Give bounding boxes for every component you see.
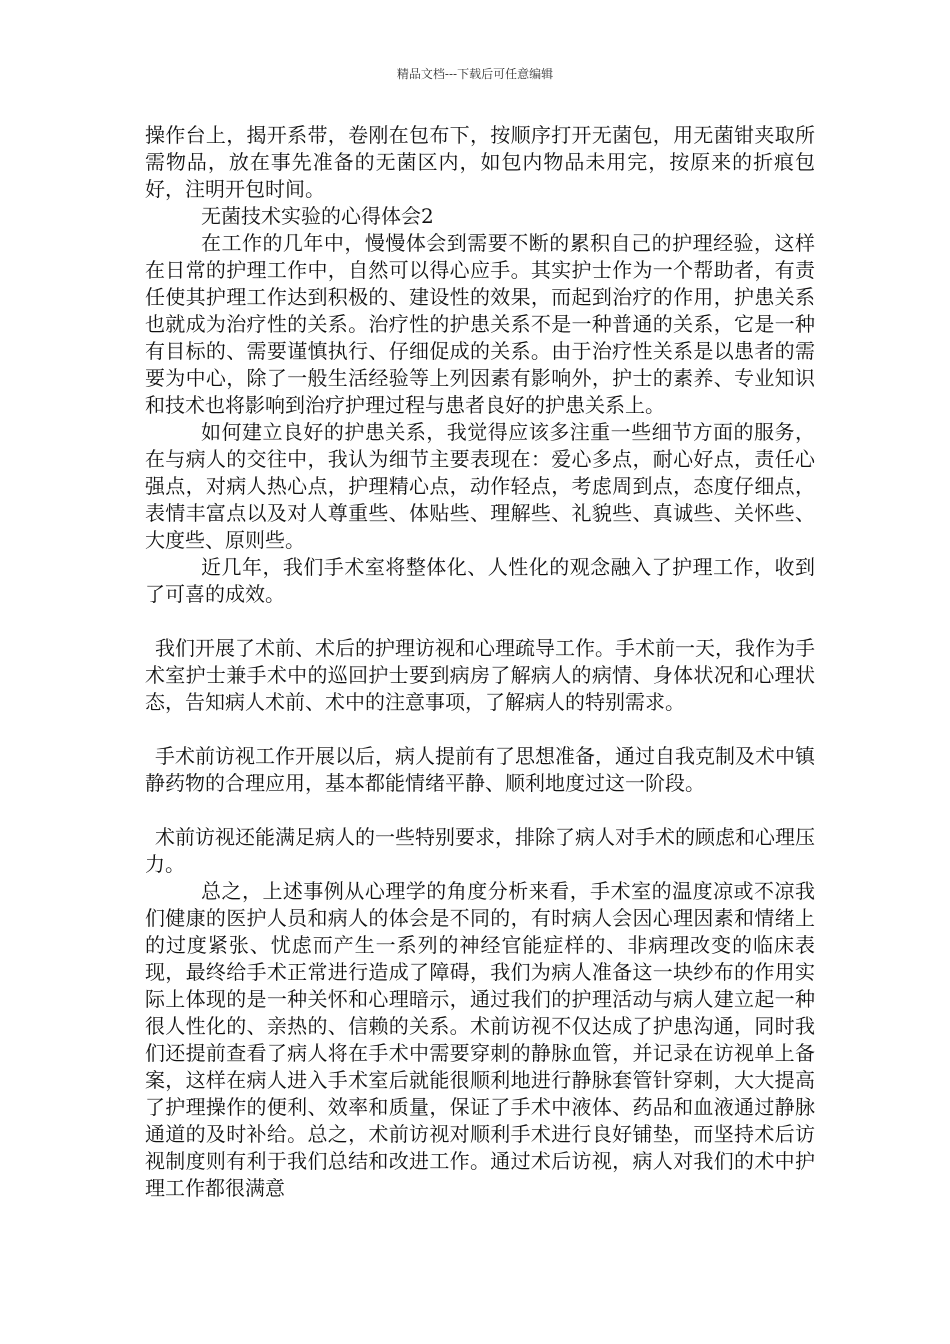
paragraph-3: 如何建立良好的护患关系，我觉得应该多注重一些细节方面的服务，在与病人的交往中，我认为细节主要表现在：爱心多点，耐心好点，责任心强点，对病人热心点，护理精心点，动作轻点，考虑周到点，态度仔细点，表情丰富点以及对人尊重些、体贴些、理解些、礼貌些、真诚些、关怀些、大度些、原则些。 (145, 420, 815, 552)
section-heading: 无菌技术实验的心得体会2 (201, 204, 434, 228)
paragraph-6: 手术前访视工作开展以后，病人提前有了思想准备，通过自我克制及术中镇静药物的合理应用，基本都能情绪平静、顺利地度过这一阶段。 (145, 744, 815, 795)
paragraph-5: 我们开展了术前、术后的护理访视和心理疏导工作。手术前一天，我作为手术室护士兼手术中的巡回护士要到病房了解病人的病情、身体状况和心理状态，告知病人术前、术中的注意事项，了解病人的特别需求。 (145, 636, 815, 714)
paragraph-1: 操作台上，揭开系带，卷刚在包布下，按顺序打开无菌包，用无菌钳夹取所需物品，放在事先准备的无菌区内，如包内物品未用完，按原来的折痕包好，注明开包时间。 (145, 123, 815, 201)
page-header: 精品文档---下载后可任意编辑 (396, 67, 554, 81)
paragraph-8: 总之，上述事例从心理学的角度分析来看，手术室的温度凉或不凉我们健康的医护人员和病人的体会是不同的，有时病人会因心理因素和情绪上的过度紧张、忧虑而产生一系列的神经官能症样的、非病理改变的临床表现，最终给手术正常进行造成了障碍，我们为病人准备这一块纱布的作用实际上体现的是一种关怀和心理暗示，通过我们的护理活动与病人建立起一种很人性化的、亲热的、信赖的关系。术前访视不仅达成了护患沟通，同时我们还提前查看了病人将在手术中需要穿刺的静脉血管，并记录在访视单上备案，这样在病人进入手术室后就能很顺利地进行静脉套管针穿刺，大大提高了护理操作的便利、效率和质量，保证了手术中液体、药品和血液通过静脉通道的及时补给。总之，术前访视对顺利手术进行良好铺垫，而坚持术后访视制度则有利于我们总结和改进工作。通过术后访视，病人对我们的术中护理工作都很满意 (145, 879, 815, 1200)
paragraph-7: 术前访视还能满足病人的一些特别要求，排除了病人对手术的顾虑和心理压力。 (145, 825, 815, 876)
paragraph-2: 在工作的几年中，慢慢体会到需要不断的累积自己的护理经验，这样在日常的护理工作中，自然可以得心应手。其实护士作为一个帮助者，有责任使其护理工作达到积极的、建设性的效果，而起到治疗的作用，护患关系也就成为治疗性的关系。治疗性的护患关系不是一种普通的关系，它是一种有目标的、需要谨慎执行、仔细促成的关系。由于治疗性关系是以患者的需要为中心，除了一般生活经验等上列因素有影响外，护士的素养、专业知识和技术也将影响到治疗护理过程与患者良好的护患关系上。 (145, 231, 815, 417)
document-body (145, 122, 815, 1202)
paragraph-4: 近几年，我们手术室将整体化、人性化的观念融入了护理工作，收到了可喜的成效。 (145, 555, 815, 606)
